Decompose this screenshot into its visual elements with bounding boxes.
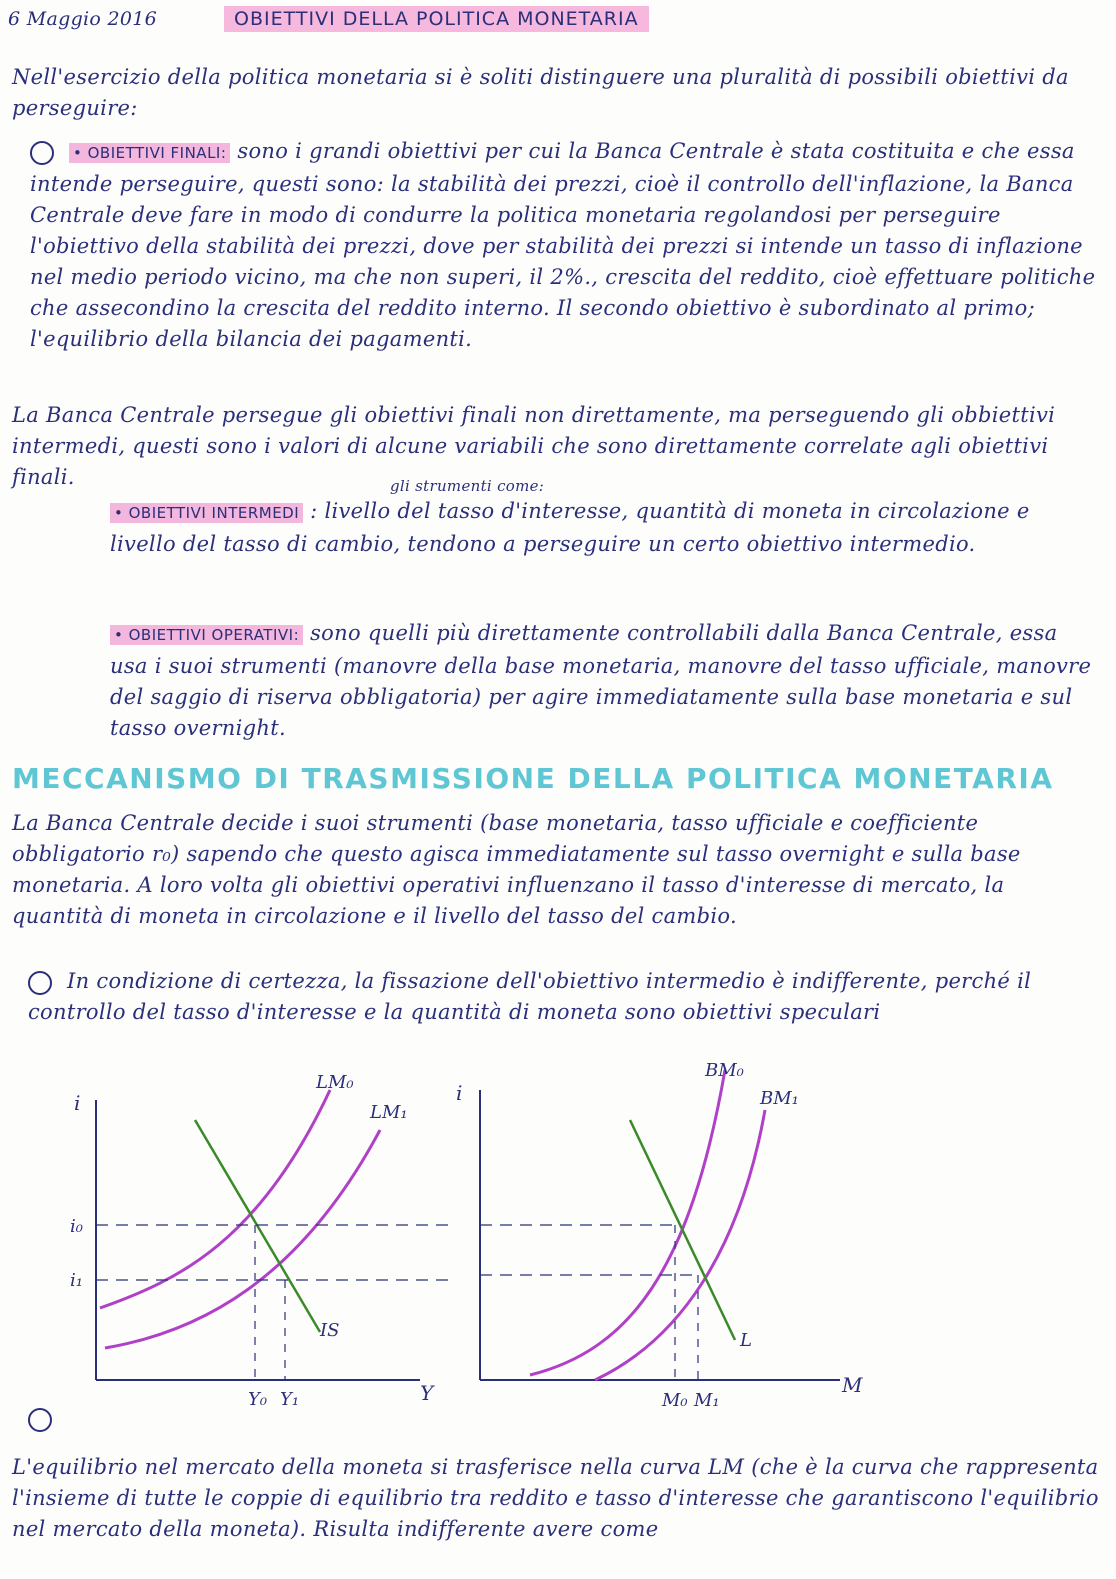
- bullet-circle-icon: [30, 141, 54, 165]
- bm0-curve: [530, 1070, 725, 1375]
- bm1-label: BM₁: [760, 1088, 799, 1109]
- bullet-circle-icon: [28, 971, 52, 995]
- bullet-circle-icon: [28, 1408, 52, 1432]
- is-line: [195, 1120, 320, 1332]
- m1-tick: M₁: [694, 1390, 720, 1411]
- bridge-paragraph: La Banca Centrale persegue gli obiettivi finali non direttamente, ma perseguendo gli obbiettivi intermedi, questi sono i valori di alcune variabili che sono direttamente correlate agli obiettivi finali.: [12, 403, 1056, 489]
- l-label: L: [740, 1330, 752, 1351]
- i0-tick: i₀: [70, 1216, 83, 1237]
- final-objectives-label: • OBIETTIVI FINALI:: [69, 143, 230, 163]
- x-axis-label: Y: [420, 1381, 434, 1405]
- intro-paragraph: Nell'esercizio della politica monetaria si è soliti distinguere una pluralità di possibili obiettivi da perseguire:: [12, 65, 1069, 120]
- l-line: [630, 1120, 735, 1340]
- y0-tick: Y₀: [248, 1389, 268, 1410]
- page-title: OBIETTIVI DELLA POLITICA MONETARIA: [224, 6, 649, 32]
- x-axis-label: M: [842, 1373, 863, 1397]
- is-label: IS: [320, 1320, 340, 1341]
- m0-tick: M₀: [662, 1390, 688, 1411]
- section-title: MECCANISMO DI TRASMISSIONE DELLA POLITICA MONETARIA: [12, 762, 1054, 795]
- operative-objectives-label: • OBIETTIVI OPERATIVI:: [110, 625, 303, 645]
- transmission-text: La Banca Centrale decide i suoi strumenti (base monetaria, tasso ufficiale e coefficiente obbligatorio r₀) sapendo che questo agisca immediatamente sul tasso overnight e sulla base monetaria. A loro volta gli obiettivi operativi influenzano il tasso d'interesse di mercato, la quantità di moneta in circolazione e il livello del tasso del cambio.: [12, 811, 1021, 928]
- intermediate-objectives-text: : livello del tasso d'interesse, quantità di moneta in circolazione e livello del tasso di cambio, tendono a perseguire un certo obiettivo intermedio.: [110, 499, 1030, 556]
- intermediate-note: gli strumenti come:: [390, 477, 545, 495]
- certainty-text: In condizione di certezza, la fissazione dell'obiettivo intermedio è indifferente, perché il controllo del tasso d'interesse e la quantità di moneta sono obiettivi speculari: [28, 969, 1032, 1024]
- intermediate-objectives: [110, 476, 1100, 560]
- y1-tick: Y₁: [280, 1389, 300, 1410]
- page-date: 6 Maggio 2016: [8, 8, 158, 30]
- y-axis-label: i: [74, 1091, 81, 1115]
- intermediate-objectives-label: • OBIETTIVI INTERMEDI: [110, 503, 303, 523]
- is-lm-graph: [30, 1070, 450, 1430]
- lm1-label: LM₁: [370, 1102, 408, 1123]
- y-axis-label: i: [456, 1081, 463, 1105]
- lm0-label: LM₀: [316, 1072, 354, 1093]
- i1-tick: i₁: [70, 1270, 83, 1291]
- operative-objectives: [110, 618, 1100, 744]
- bm0-label: BM₀: [705, 1060, 744, 1081]
- certainty-paragraph: [28, 966, 1102, 1028]
- operative-objectives-text: sono quelli più direttamente controllabili dalla Banca Centrale, essa usa i suoi strumenti (manovre della base monetaria, manovre del tasso ufficiale, manovre del saggio di riserva obbligatoria) per agire immediatamente sulla base monetaria e sul tasso overnight.: [110, 621, 1092, 740]
- lm0-curve: [100, 1090, 330, 1308]
- final-objectives-text: sono i grandi obiettivi per cui la Banca Centrale è stata costituita e che essa intende perseguire, questi sono: la stabilità dei prezzi, cioè il controllo dell'inflazione, la Banca Centrale deve fare in modo di condurre la politica monetaria regolandosi per perseguire l'obiettivo della stabilità dei prezzi, dove per stabilità dei prezzi si intende un tasso di inflazione nel medio periodo vicino, ma che non superi, il 2%., crescita del reddito, cioè effettuare politiche che assecondino la crescita del reddito interno. Il secondo obiettivo è subordinato al primo; l'equilibrio della bilancia dei pagamenti.: [30, 139, 1096, 351]
- final-objectives: [30, 136, 1100, 355]
- lm1-curve: [105, 1130, 380, 1348]
- transmission-paragraph: [12, 808, 1102, 932]
- closing-paragraph: L'equilibrio nel mercato della moneta si trasferisce nella curva LM (che è la curva che rappresenta l'insieme di tutte le coppie di equilibrio tra reddito e tasso d'interesse che garantiscono l'equilibrio nel mercato della moneta). Risulta indifferente avere come: [12, 1455, 1099, 1541]
- money-market-graph: [450, 1050, 870, 1430]
